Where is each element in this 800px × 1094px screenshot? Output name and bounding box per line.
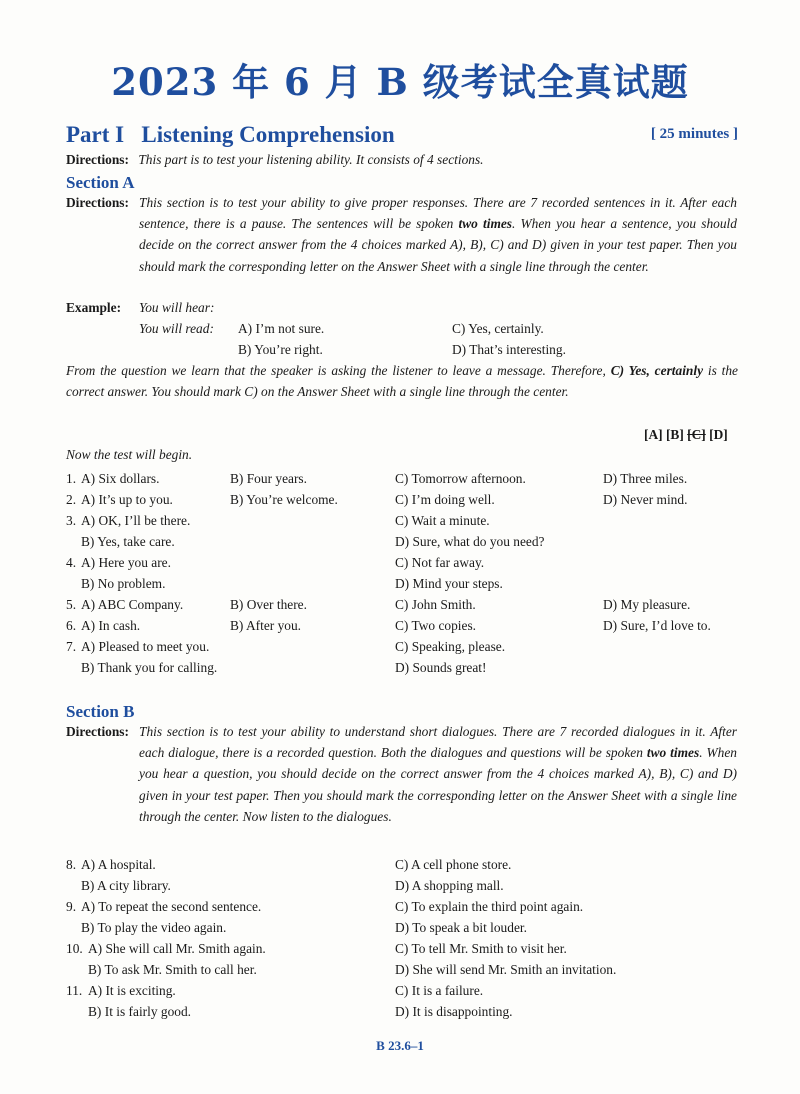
option-c: C) Not far away. xyxy=(395,555,485,570)
option-c: C) Speaking, please. xyxy=(395,639,506,654)
option-a: A) Six dollars. xyxy=(81,471,160,486)
answer-key-b: [B] xyxy=(665,427,684,442)
option-b: B) Yes, take care. xyxy=(81,534,175,549)
section-b-directions xyxy=(139,721,737,827)
option-c: C) To explain the third point again. xyxy=(395,899,584,914)
option-b: B) A city library. xyxy=(81,878,171,893)
option-d: D) Never mind. xyxy=(603,492,688,507)
example-label: Example: xyxy=(66,300,122,315)
option-a: A) To repeat the second sentence. xyxy=(81,899,262,914)
explanation-part1: From the question we learn that the speaker is asking the listener to leave a message. Therefore, xyxy=(66,363,611,378)
option-a: A) It is exciting. xyxy=(88,983,176,998)
section-b-directions-label: Directions: xyxy=(66,724,129,739)
answer-key-c-marked: [C] xyxy=(687,427,706,442)
question-number: 6. xyxy=(66,618,77,633)
question-number: 4. xyxy=(66,555,77,570)
part-time: [ 25 minutes ] xyxy=(650,126,738,142)
option-c: C) Wait a minute. xyxy=(395,513,490,528)
option-d: D) To speak a bit louder. xyxy=(395,920,527,935)
question-number: 2. xyxy=(66,492,77,507)
option-b: B) Thank you for calling. xyxy=(81,660,218,675)
section-a-directions-bold: two times xyxy=(458,216,513,232)
example-explanation xyxy=(66,360,738,402)
question-number: 5. xyxy=(66,597,77,612)
option-a: A) ABC Company. xyxy=(81,597,184,612)
part-directions-label: Directions: xyxy=(66,152,129,167)
option-a: A) Pleased to meet you. xyxy=(81,639,210,654)
section-a-title: Section A xyxy=(66,173,135,192)
example-option-d: D) That’s interesting. xyxy=(452,342,566,357)
option-b: B) No problem. xyxy=(81,576,166,591)
option-d: D) It is disappointing. xyxy=(395,1004,513,1019)
example-read: You will read: xyxy=(139,321,214,336)
section-a-directions-label: Directions: xyxy=(66,195,129,210)
option-b: B) To play the video again. xyxy=(81,920,227,935)
option-b: B) After you. xyxy=(230,618,302,633)
section-b-title: Section B xyxy=(66,702,135,721)
option-c: C) It is a failure. xyxy=(395,983,484,998)
option-a: A) She will call Mr. Smith again. xyxy=(88,941,266,956)
option-a: A) It’s up to you. xyxy=(81,492,173,507)
part-directions xyxy=(66,149,484,170)
example-hear: You will hear: xyxy=(139,300,215,315)
answer-key xyxy=(644,424,728,445)
option-d: D) Sounds great! xyxy=(395,660,487,675)
option-d: D) Mind your steps. xyxy=(395,576,503,591)
option-c: C) A cell phone store. xyxy=(395,857,512,872)
section-b-directions-part1: This section is to test your ability to understand short dialogues. There are 7 recorded dialogues in it. After each dialogue, there is a recorded question. Both the dialogues and questions will be spoken xyxy=(139,724,737,761)
section-a-directions xyxy=(139,192,737,277)
part-title: Part I Listening Comprehension xyxy=(66,122,395,147)
answer-key-a: [A] xyxy=(644,427,663,442)
explanation-part2: is the correct answer. You should mark C) on the Answer Sheet with a single line through the center. xyxy=(66,363,738,400)
option-b: B) Four years. xyxy=(230,471,307,486)
option-a: A) OK, I’ll be there. xyxy=(81,513,191,528)
option-a: A) Here you are. xyxy=(81,555,171,570)
option-c: C) Two copies. xyxy=(395,618,477,633)
section-b-directions-part2: . When you hear a question, you should decide on the correct answer from the 4 choices marked A), B), C) and D) given in your test paper. Then you should mark the corresponding letter on the Answer Sheet with a single line through the center. Now listen to the dialogues. xyxy=(139,745,737,824)
example-option-b: B) You’re right. xyxy=(238,342,323,357)
question-number: 1. xyxy=(66,471,77,486)
option-a: A) A hospital. xyxy=(81,857,156,872)
option-d: D) Sure, what do you need? xyxy=(395,534,545,549)
answer-key-d: [D] xyxy=(709,427,728,442)
option-d: D) A shopping mall. xyxy=(395,878,504,893)
section-a-directions-part2: . When you hear a sentence, you should decide on the correct answer from the 4 choices marked A), B), C) and D) given in your test paper. Then you should mark the corresponding letter on the Answer Sheet with a single line through the center. xyxy=(139,216,737,274)
example-option-c: C) Yes, certainly. xyxy=(452,321,544,336)
option-c: C) Tomorrow afternoon. xyxy=(395,471,526,486)
question-number: 10. xyxy=(66,941,83,956)
option-d: D) Three miles. xyxy=(603,471,688,486)
option-c: C) I’m doing well. xyxy=(395,492,495,507)
page-footer: B 23.6–1 xyxy=(376,1038,424,1053)
example-option-a: A) I’m not sure. xyxy=(238,321,325,336)
option-b: B) You’re welcome. xyxy=(230,492,338,507)
option-a: A) In cash. xyxy=(81,618,141,633)
part-directions-text: This part is to test your listening ability. It consists of 4 sections. xyxy=(138,152,484,167)
section-a-directions-part1: This section is to test your ability to give proper responses. There are 7 recorded sentences in it. After each sentence, there is a pause. The sentences will be spoken xyxy=(139,195,737,232)
option-b: B) It is fairly good. xyxy=(88,1004,192,1019)
question-number: 11. xyxy=(66,983,83,998)
section-b-directions-bold: two times xyxy=(646,745,700,761)
option-b: B) Over there. xyxy=(230,597,307,612)
option-b: B) To ask Mr. Smith to call her. xyxy=(88,962,257,977)
question-number: 8. xyxy=(66,857,77,872)
option-c: C) To tell Mr. Smith to visit her. xyxy=(395,941,567,956)
page-title: 2023 年 6 月 B 级考试全真试题 xyxy=(111,60,689,104)
explanation-bold: C) Yes, certainly xyxy=(610,363,704,378)
option-c: C) John Smith. xyxy=(395,597,476,612)
question-number: 3. xyxy=(66,513,77,528)
option-d: D) My pleasure. xyxy=(603,597,691,612)
question-number: 7. xyxy=(66,639,77,654)
option-d: D) Sure, I’d love to. xyxy=(603,618,711,633)
option-d: D) She will send Mr. Smith an invitation. xyxy=(395,962,617,977)
test-begin-text: Now the test will begin. xyxy=(66,447,193,462)
question-number: 9. xyxy=(66,899,77,914)
